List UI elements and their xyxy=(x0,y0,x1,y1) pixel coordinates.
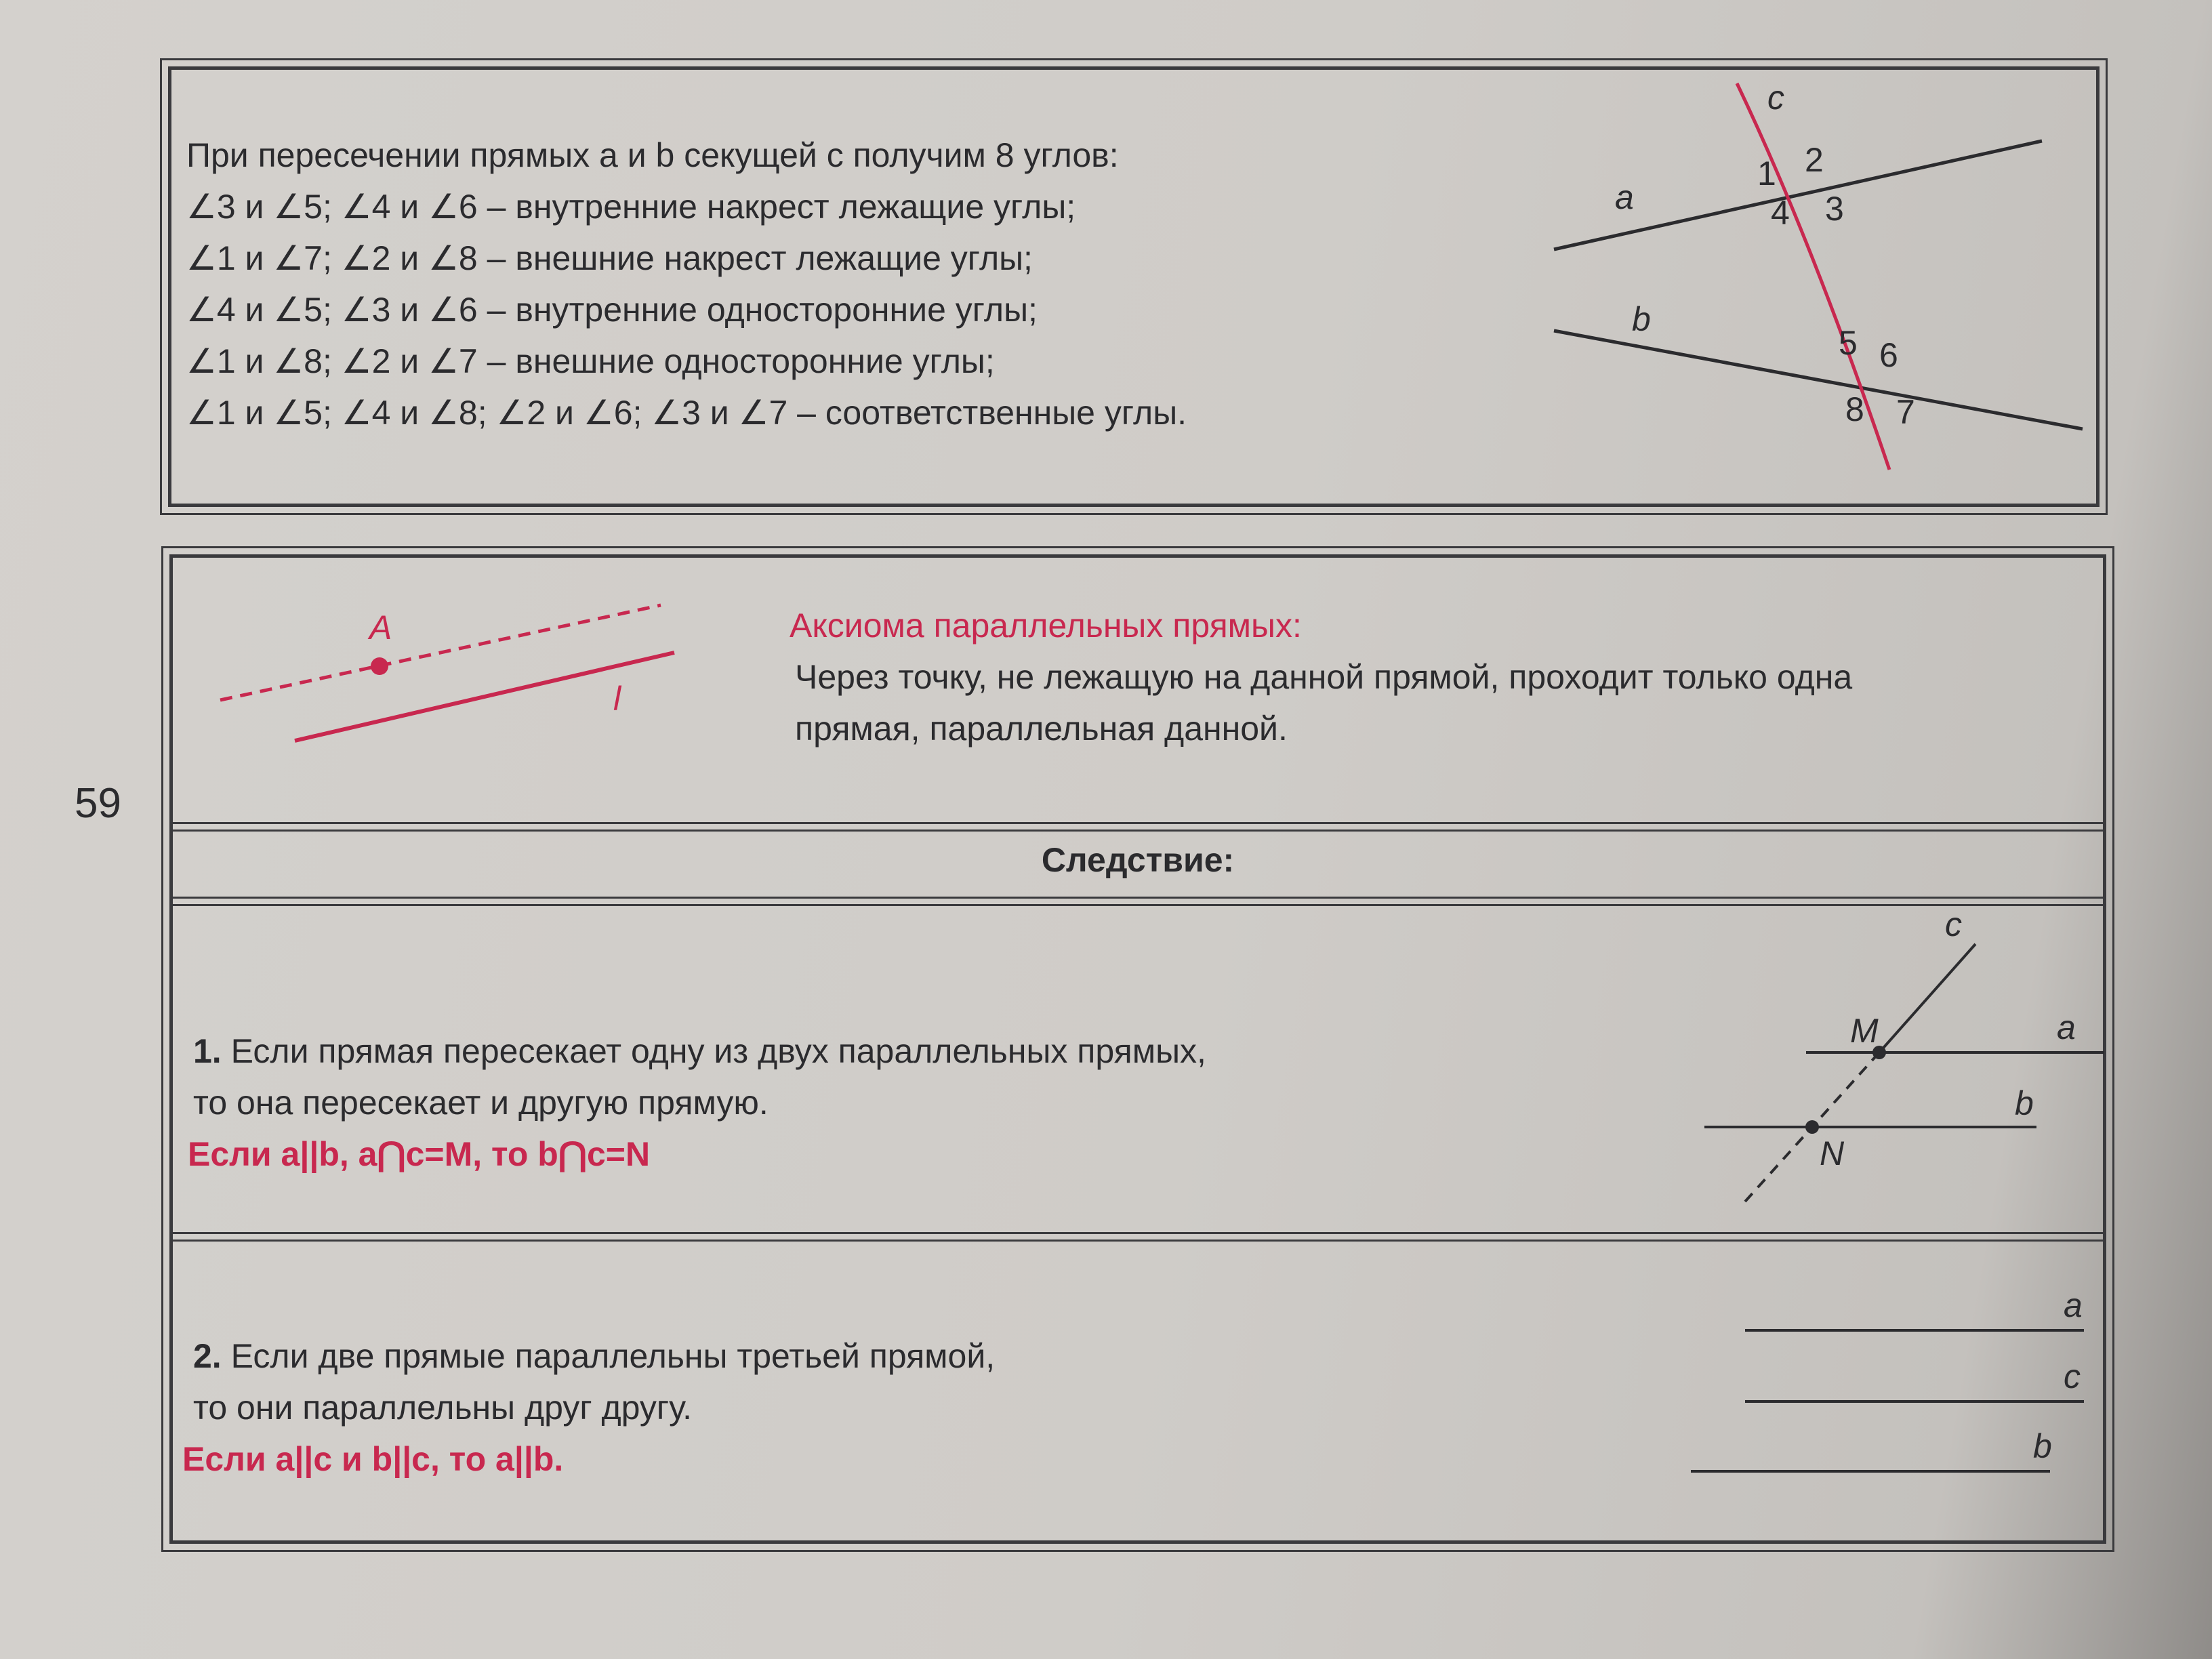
axiom-title: Аксиома параллельных прямых: xyxy=(790,607,1302,644)
angles-line-3: ∠4 и ∠5; ∠3 и ∠6 – внутренние односторонние углы; xyxy=(186,291,1038,329)
label-c: c xyxy=(1767,79,1784,117)
angle-4: 4 xyxy=(1771,194,1790,232)
corollary-1-text-1: 1. Если прямая пересекает одну из двух параллельных прямых, xyxy=(193,1032,1206,1070)
label-c: c xyxy=(2064,1357,2081,1395)
divider xyxy=(173,822,2103,832)
corollary-1-diagram xyxy=(1610,905,2111,1172)
page-number: 59 xyxy=(75,780,121,827)
axiom-text-1: Через точку, не лежащую на данной прямой, проходит только одна xyxy=(795,658,1853,696)
angle-7: 7 xyxy=(1896,393,1915,431)
corollary-heading: Следствие: xyxy=(1041,841,1235,879)
angles-box xyxy=(168,66,2100,507)
axiom-box xyxy=(169,554,2106,1544)
angle-5: 5 xyxy=(1839,324,1858,362)
axiom-text-2: прямая, параллельная данной. xyxy=(795,710,1288,747)
label-a: a xyxy=(2064,1286,2083,1324)
corollary-2-formula: Если a||c и b||c, то a||b. xyxy=(182,1440,564,1478)
angles-line-4: ∠1 и ∠8; ∠2 и ∠7 – внешние односторонние углы; xyxy=(186,342,995,380)
label-b: b xyxy=(2033,1427,2052,1465)
label-b: b xyxy=(2015,1084,2034,1122)
divider xyxy=(173,897,2103,906)
corollary-2-text-1: 2. Если две прямые параллельны третьей прямой, xyxy=(193,1337,996,1375)
corollary-2-diagram xyxy=(1630,1256,2104,1500)
line-b xyxy=(1554,331,2083,429)
label-c: c xyxy=(1945,905,1962,943)
corollary-1-text-2: то она пересекает и другую прямую. xyxy=(193,1084,769,1122)
label-point-a: A xyxy=(369,609,392,647)
label-a: a xyxy=(2057,1008,2076,1046)
angle-3: 3 xyxy=(1825,190,1844,228)
angle-6: 6 xyxy=(1879,336,1898,374)
angle-2: 2 xyxy=(1805,141,1824,179)
point-a xyxy=(371,657,388,675)
angle-8: 8 xyxy=(1845,390,1864,428)
angles-intro: При пересечении прямых a и b секущей c получим 8 углов: xyxy=(186,136,1119,174)
label-b: b xyxy=(1632,300,1651,338)
angles-line-1: ∠3 и ∠5; ∠4 и ∠6 – внутренние накрест лежащие углы; xyxy=(186,188,1076,226)
transversal-diagram xyxy=(1527,70,2096,504)
divider xyxy=(173,1232,2103,1242)
point-n xyxy=(1805,1120,1819,1134)
corollary-2-text-2: то они параллельны друг другу. xyxy=(193,1389,693,1427)
label-n: N xyxy=(1820,1134,1845,1172)
corollary-1-formula: Если a||b, a⋂c=M, то b⋂c=N xyxy=(188,1135,651,1173)
angles-line-2: ∠1 и ∠7; ∠2 и ∠8 – внешние накрест лежащие углы; xyxy=(186,239,1033,277)
angles-line-5: ∠1 и ∠5; ∠4 и ∠8; ∠2 и ∠6; ∠3 и ∠7 – соответственные углы. xyxy=(186,394,1187,432)
label-a: a xyxy=(1615,178,1634,216)
parallel-dashed-line xyxy=(220,605,661,700)
label-m: M xyxy=(1850,1012,1879,1050)
angle-1: 1 xyxy=(1757,155,1776,192)
line-c xyxy=(1879,944,1975,1052)
label-line-l: l xyxy=(613,680,621,718)
axiom-diagram xyxy=(213,598,729,754)
